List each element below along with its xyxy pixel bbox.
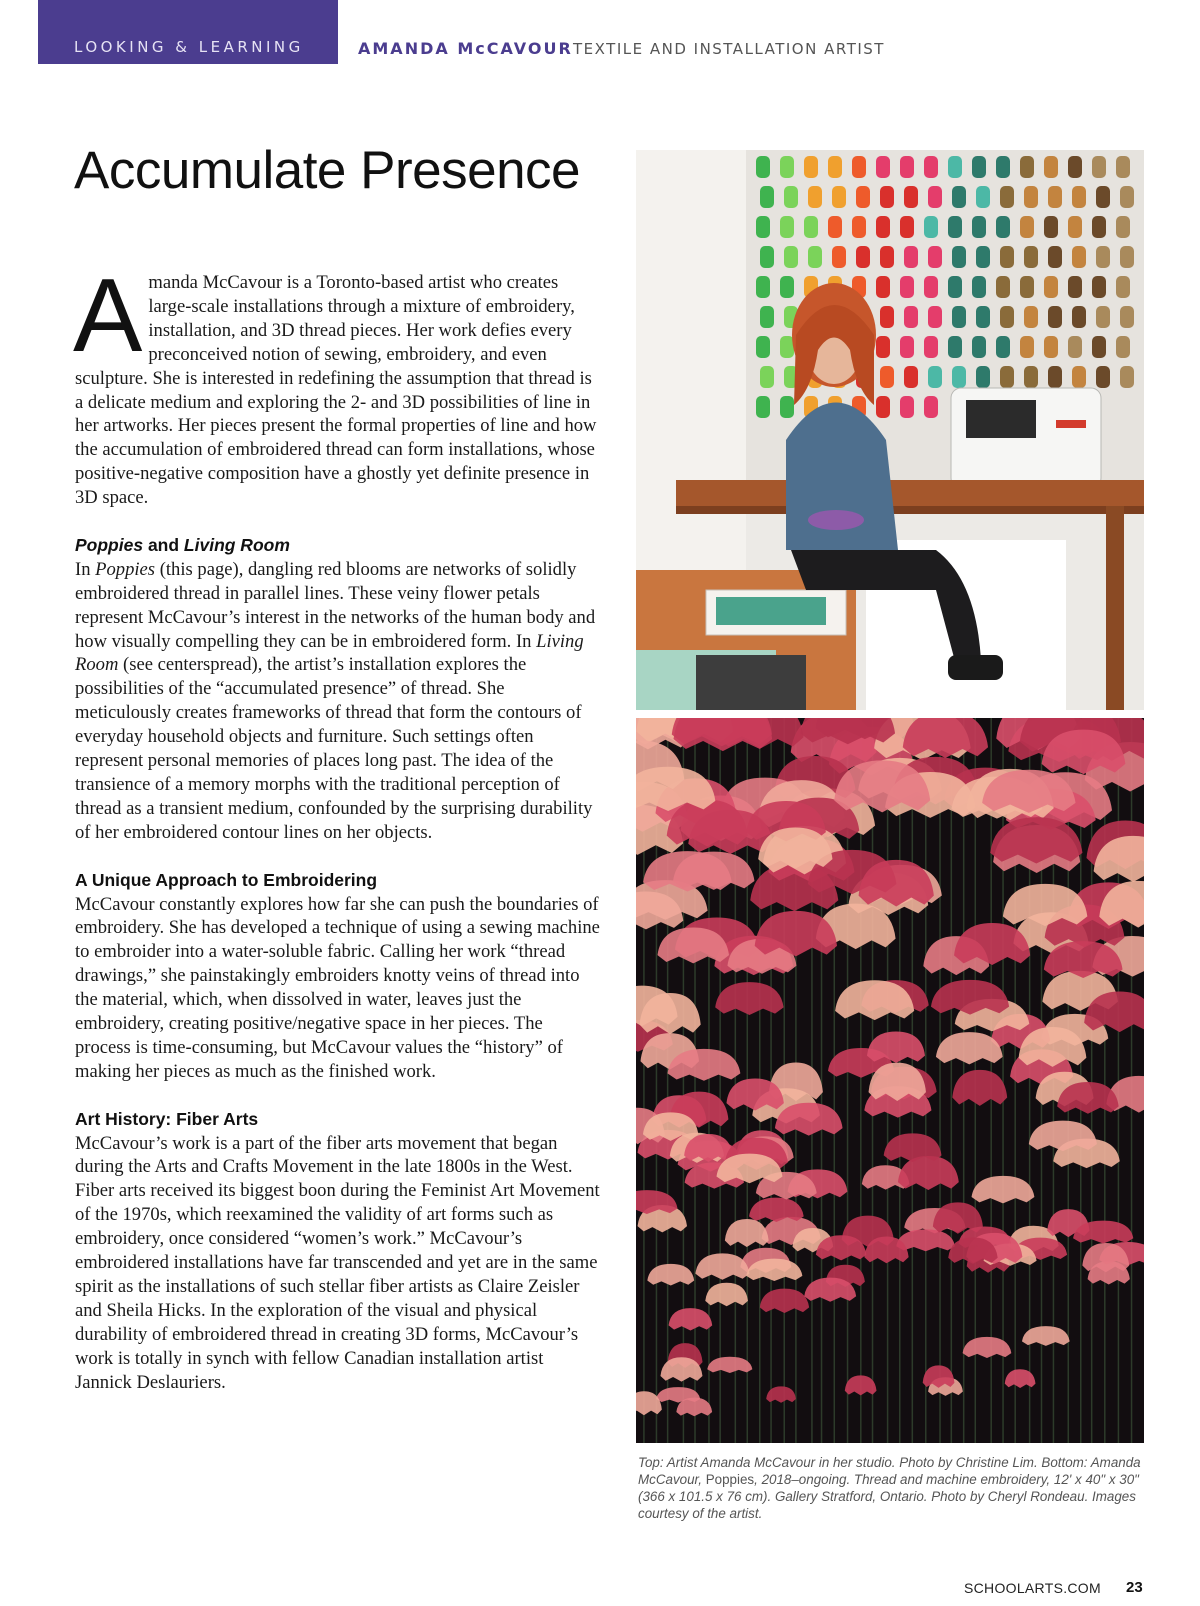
thread-spool: [1072, 366, 1086, 388]
thread-spool: [1072, 306, 1086, 328]
thread-spool: [1048, 306, 1062, 328]
thread-spool: [780, 396, 794, 418]
thread-spool: [900, 156, 914, 178]
heading-and: and: [143, 534, 184, 555]
thread-spool: [1116, 216, 1130, 238]
poppies-italic-b: Living Room: [75, 630, 584, 676]
caption-part1: Top: Artist Amanda McCavour in her studio. Photo by Christine Lim. Bottom: Amanda McCavour,: [638, 1455, 1141, 1487]
thread-spool: [924, 156, 938, 178]
thread-spool: [976, 186, 990, 208]
thread-spool: [784, 186, 798, 208]
thread-spool: [904, 366, 918, 388]
thread-spool: [928, 186, 942, 208]
thread-spool: [756, 336, 770, 358]
thread-spool: [832, 246, 846, 268]
thread-spool: [924, 276, 938, 298]
thread-spool: [976, 306, 990, 328]
article-body: [73, 258, 600, 1395]
thread-spool: [1068, 156, 1082, 178]
thread-spool: [996, 276, 1010, 298]
thread-spool: [900, 336, 914, 358]
thread-spool: [1024, 246, 1038, 268]
section-paragraph-poppies: [75, 558, 600, 845]
page-number: 23: [1126, 1579, 1143, 1596]
thread-spool: [924, 216, 938, 238]
thread-spool: [996, 156, 1010, 178]
thread-spool: [760, 246, 774, 268]
thread-spool: [880, 246, 894, 268]
poppy-bloom: [903, 718, 988, 758]
thread-spool: [1092, 216, 1106, 238]
thread-spool: [1000, 366, 1014, 388]
thread-spool: [832, 186, 846, 208]
thread-spool: [780, 336, 794, 358]
thread-spool: [928, 306, 942, 328]
section-label-band: [38, 0, 338, 64]
heading-poppies-italic: Poppies: [75, 534, 144, 555]
thread-spool: [876, 336, 890, 358]
section-heading-poppies: [75, 534, 600, 558]
poppies-installation-illustration: [636, 718, 1144, 1443]
artist-role: TEXTILE AND INSTALLATION ARTIST: [573, 40, 885, 58]
thread-spool: [904, 246, 918, 268]
thread-spool: [760, 306, 774, 328]
thread-spool: [1024, 366, 1038, 388]
thread-spool: [1000, 306, 1014, 328]
poppies-text-b: (this page), dangling red blooms are networks of solidly embroidered thread in parallel lines. These veiny flower petals represent McCavour’s interest in the networks of the human body and how visually compelling they can be in embroidered form. In: [75, 558, 596, 652]
thread-spool: [1096, 366, 1110, 388]
thread-spool: [804, 156, 818, 178]
thread-spool: [904, 306, 918, 328]
section-paragraph-fiber-arts: McCavour’s work is a part of the fiber arts movement that began during the Arts and Crafts Movement in the late 1800s in the West. Fiber arts received its biggest boon during the Feminist Art Movement of the 1970s, which reexamined the validity of art forms such as embroidery, once considered “women’s work.” McCavour’s embroidered installations have far transcended and yet are in the same spirit as the installations of such stellar fiber artists as Claire Zeisler and Sheila Hicks. In the exploration of the visual and physical durability of embroidered thread in creating 3D forms, McCavour’s work is totally in synch with fellow Canadian installation artist Jannick Deslauriers.: [75, 1132, 600, 1393]
thread-spool: [1120, 186, 1134, 208]
artist-studio-photo: [636, 150, 1144, 710]
thread-spool: [828, 156, 842, 178]
thread-spool: [756, 156, 770, 178]
poppies-text-a: In: [75, 558, 96, 580]
thread-spool: [780, 156, 794, 178]
thread-spool: [1068, 276, 1082, 298]
thread-spool: [948, 156, 962, 178]
thread-spool: [1000, 186, 1014, 208]
thread-spool: [808, 186, 822, 208]
thread-spool: [900, 216, 914, 238]
thread-spool: [924, 336, 938, 358]
page-title: Accumulate Presence: [74, 141, 581, 200]
thread-spool: [1044, 276, 1058, 298]
thread-spool: [976, 246, 990, 268]
footer-site: SCHOOLARTS.COM: [964, 1580, 1101, 1596]
thread-spool: [1116, 276, 1130, 298]
thread-spool: [1020, 156, 1034, 178]
thread-spool: [972, 216, 986, 238]
thread-spool: [1092, 336, 1106, 358]
thread-spool: [972, 336, 986, 358]
thread-spool: [972, 156, 986, 178]
poppy-bloom: [672, 718, 772, 746]
thread-spool: [876, 276, 890, 298]
artist-name: AMANDA McCAVOUR: [358, 39, 573, 58]
thread-spool: [1120, 246, 1134, 268]
poppies-italic-a: Poppies: [95, 558, 156, 580]
thread-spool: [928, 366, 942, 388]
thread-spool: [804, 216, 818, 238]
thread-spool: [780, 276, 794, 298]
thread-spool: [876, 216, 890, 238]
thread-spool: [1044, 336, 1058, 358]
thread-spool: [852, 216, 866, 238]
thread-spool: [1020, 216, 1034, 238]
thread-spool: [948, 216, 962, 238]
caption-artwork-title: Poppies: [705, 1472, 755, 1487]
thread-spool: [948, 336, 962, 358]
thread-spool: [928, 246, 942, 268]
thread-spool: [948, 276, 962, 298]
thread-spool: [808, 246, 822, 268]
thread-spool: [876, 396, 890, 418]
thread-spool: [760, 186, 774, 208]
thread-spool: [1092, 276, 1106, 298]
thread-spool: [900, 396, 914, 418]
thread-spool: [1116, 156, 1130, 178]
artist-studio-illustration: [636, 150, 1144, 710]
thread-spool: [1096, 246, 1110, 268]
thread-spool: [1024, 306, 1038, 328]
section-paragraph-embroidering: McCavour constantly explores how far she can push the boundaries of embroidery. She has developed a technique of using a sewing machine to embroider into a water-soluble fabric. Calling her work “thread drawings,” she painstakingly embroiders knotty veins of thread into the material, which, when dissolved in water, leaves just the embroidery, creating positive/negative space in her pieces. The process is time-consuming, but McCavour values the “history” of making her pieces as much as the finished work.: [75, 893, 600, 1082]
thread-spool: [1048, 366, 1062, 388]
drop-cap: A: [73, 258, 143, 374]
caption-part2: , 2018–ongoing. Thread and machine embroidery, 12' x 40" x 30" (366 x 101.5 x 76 cm). Gallery Stratford, Ontario. Photo by Cheryl Rondeau. Images courtesy of the artist.: [638, 1472, 1139, 1521]
intro-text: manda McCavour is a Toronto-based artist who creates large-scale installations through a mixture of embroidery, installation, and 3D thread pieces. Her work defies every preconceived notion of sewing, embroidery, and even sculpture. She is interested in redefining the assumption that thread is a delicate medium and exploring the 2- and 3D possibilities of line in her artworks. Her pieces present the formal properties of line and how the accumulation of embroidered thread can form installations, whose positive-negative composition have a ghostly yet definite presence in 3D space.: [75, 272, 597, 509]
thread-spool: [952, 246, 966, 268]
thread-spool: [1096, 306, 1110, 328]
thread-spool: [1000, 246, 1014, 268]
thread-spool: [996, 216, 1010, 238]
thread-spool: [784, 246, 798, 268]
thread-spool: [856, 186, 870, 208]
thread-spool: [952, 366, 966, 388]
thread-spool: [828, 216, 842, 238]
thread-spool: [976, 366, 990, 388]
thread-spool: [756, 276, 770, 298]
thread-spool: [996, 336, 1010, 358]
poppy-bloom: [801, 718, 896, 744]
thread-spool: [924, 396, 938, 418]
thread-spool: [972, 276, 986, 298]
thread-spool: [780, 216, 794, 238]
thread-spool: [880, 366, 894, 388]
thread-spool: [1044, 156, 1058, 178]
thread-spool: [880, 186, 894, 208]
thread-spool: [852, 156, 866, 178]
thread-spool: [1020, 336, 1034, 358]
photo-caption: [638, 1454, 1144, 1522]
thread-spool: [904, 186, 918, 208]
thread-spool: [1048, 186, 1062, 208]
section-heading-fiber-arts: Art History: Fiber Arts: [75, 1108, 259, 1129]
thread-spool: [1068, 336, 1082, 358]
thread-spool: [952, 306, 966, 328]
thread-spool: [1024, 186, 1038, 208]
poppies-text-c: (see centerspread), the artist’s installation explores the possibilities of the “accumulated presence” of thread. She meticulously creates frameworks of thread that form the contours of everyday household objects and furniture. Such settings often represent personal memories of places long past. The idea of the transience of a memory morphs with the traditional perception of thread as a transient medium, confounded by the surprising durability of her embroidered contour lines on her objects.: [75, 654, 593, 843]
thread-spool: [756, 396, 770, 418]
thread-spool: [1116, 336, 1130, 358]
thread-spool: [1072, 186, 1086, 208]
thread-spool: [1020, 276, 1034, 298]
thread-spool: [1096, 186, 1110, 208]
thread-spool: [1120, 366, 1134, 388]
thread-spool: [1092, 156, 1106, 178]
thread-spool: [756, 216, 770, 238]
thread-spool: [900, 276, 914, 298]
thread-spool: [1120, 306, 1134, 328]
thread-spool: [1044, 216, 1058, 238]
heading-living-room-italic: Living Room: [183, 534, 290, 555]
thread-spool: [1072, 246, 1086, 268]
thread-spool: [876, 156, 890, 178]
poppies-installation-photo: [636, 718, 1144, 1443]
thread-spool: [880, 306, 894, 328]
thread-spool: [856, 246, 870, 268]
thread-spool: [952, 186, 966, 208]
section-label: LOOKING & LEARNING: [74, 38, 304, 56]
thread-spool: [1048, 246, 1062, 268]
intro-paragraph: [73, 258, 600, 510]
thread-spool: [1068, 216, 1082, 238]
thread-spool: [760, 366, 774, 388]
section-heading-embroidering: A Unique Approach to Embroidering: [75, 869, 378, 890]
